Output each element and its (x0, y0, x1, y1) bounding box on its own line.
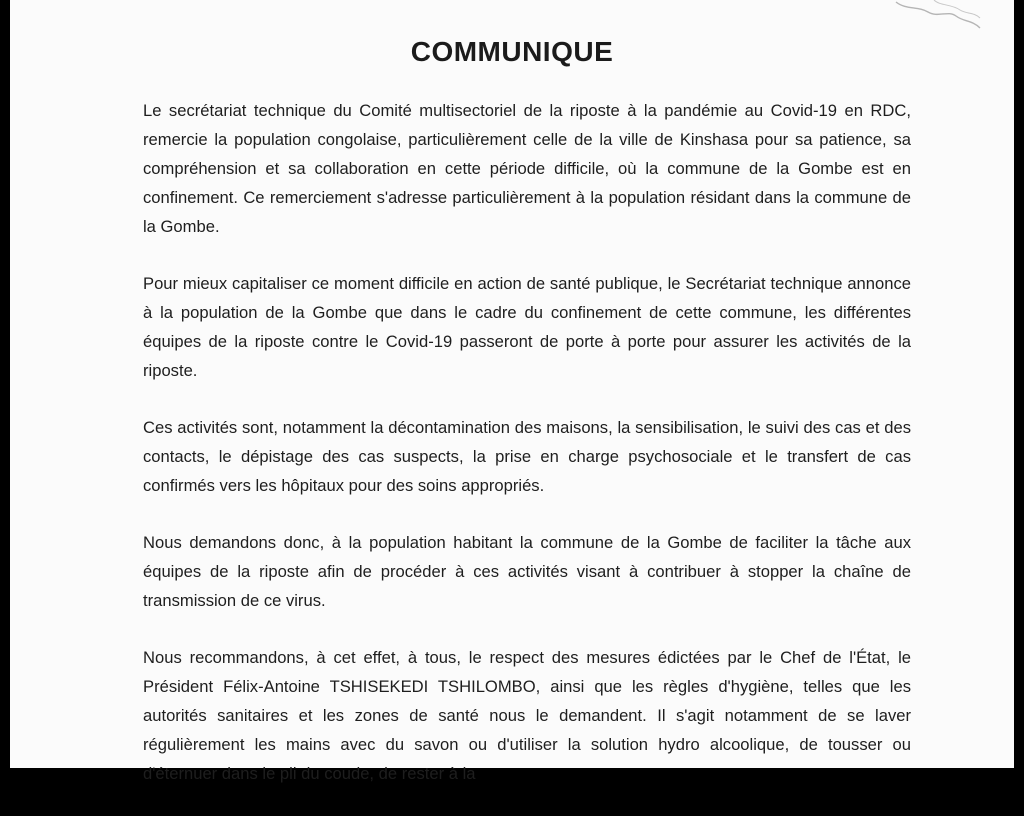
paragraph-4: Nous demandons donc, à la population habitant la commune de la Gombe de faciliter la tâche aux équipes de la riposte afin de procéder à ces activités visant à contribuer à stopper la chaîne de transmission de ce virus. (143, 533, 911, 610)
document-body (143, 96, 911, 816)
paragraph-5: Nous recommandons, à cet effet, à tous, le respect des mesures édictées par le Chef de l'État, le Président Félix-Antoine TSHISEKEDI TSHILOMBO, ainsi que les règles d'hygiène, telles que les autorités sanitaires et les zones de santé nous le demandent. Il s'agit notamment de se laver régulièrement les mains avec du savon ou d'utiliser la solution hydro alcoolique, de tousser ou d'éternuer dans le pli du coude, de rester à la (143, 648, 911, 783)
map-outline-icon (894, 0, 984, 40)
document-page (10, 0, 1014, 783)
document-title: COMMUNIQUE (410, 36, 614, 67)
paragraph-1: Le secrétariat technique du Comité multisectoriel de la riposte à la pandémie au Covid-19 en RDC, remercie la population congolaise, particulièrement celle de la ville de Kinshasa pour sa patience, sa compréhension et sa collaboration en cette période difficile, où la commune de la Gombe est en confinement. Ce remerciement s'adresse particulièrement à la population résidant dans la commune de la Gombe. (143, 101, 911, 236)
paragraph-2: Pour mieux capitaliser ce moment difficile en action de santé publique, le Secrétariat technique annonce à la population de la Gombe que dans le cadre du confinement de cette commune, les différentes équipes de la riposte contre le Covid-19 passeront de porte à porte pour assurer les activités de la riposte. (143, 274, 911, 380)
paragraph-3: Ces activités sont, notamment la décontamination des maisons, la sensibilisation, le suivi des cas et des contacts, le dépistage des cas suspects, la prise en charge psychosociale et le transfert de cas confirmés vers les hôpitaux pour des soins appropriés. (143, 418, 911, 495)
